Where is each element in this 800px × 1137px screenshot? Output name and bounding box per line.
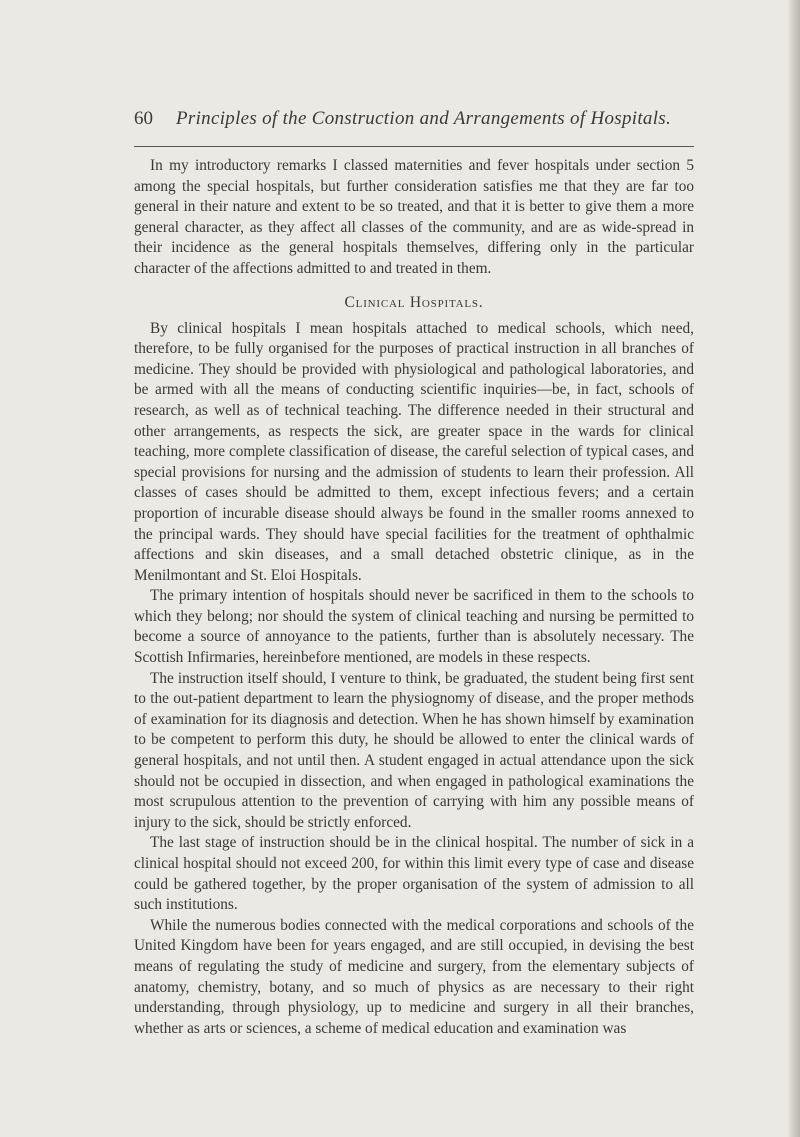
paragraph: While the numerous bodies connected with the medical corporations and schools of the United Kingdom have been for years engaged, and are still occupied, in devising the best means of regulating the study of medicine and surgery, from the elementary subjects of anatomy, chemistry, botany, and so much of physics as are necessary to their right understanding, through physiology, up to medicine and surgery in all their branches, whether as arts or sciences, a scheme of medical education and examination was	[134, 916, 694, 1037]
running-title: Principles of the Construction and Arrangements of Hospitals.	[176, 108, 672, 129]
paragraph: By clinical hospitals I mean hospitals attached to medical schools, which need, therefore, to be fully organised for the purposes of practical instruction in all branches of medicine. They should be provided with physiological and pathological laboratories, and be armed with all the means of conducting scientific inquiries—be, in fact, schools of research, as well as of technical teaching. The difference needed in their structural and other arrangements, as respects the sick, are greater space in the wards for clinical teaching, more complete classification of disease, the careful selection of typical cases, and special provisions for nursing and the admission of students to learn their profession. All classes of cases should be admitted to them, except infectious fevers; and a certain proportion of incurable disease should always be found in the smaller rooms annexed to the principal wards. They should have special facilities for the treatment of ophthalmic affections and skin diseases, and a small detached obstetric clinique, as in the Menilmontant and St. Eloi Hospitals.	[134, 319, 694, 584]
paragraph: The instruction itself should, I venture to think, be graduated, the student being first sent to the out-patient department to learn the physiognomy of disease, and the proper methods of examination for its diagnosis and detection. When he has shown himself by examination to be competent to perform this duty, he should be allowed to enter the clinical wards of general hospitals, and not until then. A student engaged in actual attendance upon the sick should not be occupied in dissection, and when engaged in pathological examinations the most scrupulous attention to the prevention of carrying with him any possible means of injury to the sick, should be strictly enforced.	[134, 669, 694, 831]
paragraph: The last stage of instruction should be in the clinical hospital. The number of sick in a clinical hospital should not exceed 200, for within this limit every type of case and disease could be gathered together, by the proper organisation of the system of admission to all such institutions.	[134, 834, 694, 914]
header-rule	[134, 146, 694, 147]
running-head	[134, 108, 694, 138]
section-heading: Clinical Hospitals.	[344, 293, 484, 311]
body-text	[134, 156, 694, 1039]
page-edge-shadow	[788, 0, 800, 1137]
page-number: 60	[134, 108, 153, 129]
paragraph: The primary intention of hospitals should never be sacrificed in them to the schools to which they belong; nor should the system of clinical teaching and nursing be permitted to become a source of annoyance to the patients, further than is absolutely necessary. The Scottish Infirmaries, hereinbefore mentioned, are models in these respects.	[134, 587, 694, 667]
paragraph-intro: In my introductory remarks I classed maternities and fever hospitals under section 5 among the special hospitals, but further consideration satisfies me that they are far too general in their nature and extent to be so treated, and that it is better to give them a more general character, as they affect all classes of the community, and are as wide-spread in their incidence as the general hospitals themselves, differing only in the particular character of the affections admitted to and treated in them.	[134, 157, 694, 277]
